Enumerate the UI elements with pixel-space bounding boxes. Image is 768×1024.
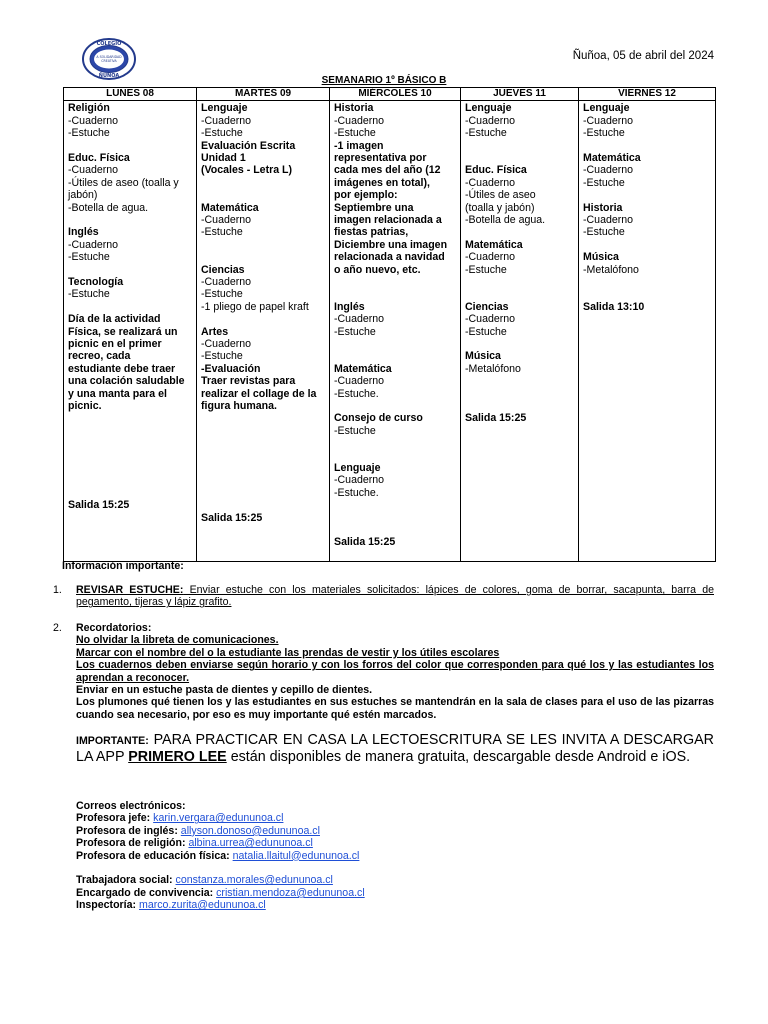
schedule-subject: Artes [201,325,229,338]
day-column [461,101,579,562]
schedule-subject: Traer revistas para [201,375,296,388]
schedule-item: -Metalófono [465,362,521,375]
schedule-subject: realizar el collage de la [201,387,317,400]
schedule-item: -Botella de agua. [465,214,546,227]
schedule-subject: imagen relacionada a [334,214,442,227]
schedule-subject: Música [583,251,619,264]
schedule-subject: Lenguaje [334,462,381,475]
schedule-subject: una colación saludable [68,375,185,388]
schedule-item [334,350,456,362]
schedule-subject: Matemática [583,152,641,165]
info-title: Información importante: [62,560,184,572]
schedule-item [465,338,574,350]
schedule-item: -Cuaderno [465,251,516,264]
contacts-list [76,812,714,862]
schedule-item: -Estuche [465,325,507,338]
schedule-subject: (Vocales - Letra L) [201,164,293,177]
schedule-item: -Cuaderno [201,114,252,127]
schedule-item [465,375,574,387]
day-column [64,101,197,562]
contact-row [76,874,714,886]
schedule-subject: Educ. Física [465,164,527,177]
item-label: REVISAR ESTUCHE: [76,584,184,596]
info-item-1 [53,584,714,609]
schedule-item [68,301,192,313]
schedule-subject: recreo, cada [68,350,131,363]
schedule-item: -1 pliego de papel kraft [201,300,309,313]
svg-text:COLEGIO: COLEGIO [96,41,122,47]
schedule-subject: Lenguaje [465,102,512,115]
school-logo [82,38,136,80]
schedule-item: -Cuaderno [201,214,252,227]
schedule-subject: Diciembre una imagen [334,238,448,251]
contacts-section [76,800,714,912]
schedule-subject: Inglés [68,226,99,239]
schedule-item: -Cuaderno [201,276,252,289]
schedule-subject: relacionada a navidad [334,251,445,264]
schedule-subject: Ciencias [201,263,245,276]
schedule-item [334,338,456,350]
schedule-item: -Cuaderno [583,114,634,127]
schedule-item [334,288,456,300]
schedule-item: -Estuche [201,226,243,239]
contact-row [76,812,714,824]
schedule-item: -Útiles de aseo [465,189,536,202]
notice-label: IMPORTANTE: [76,735,149,747]
schedule-subject: Salida 15:25 [465,412,527,425]
item-number: 1. [53,584,62,596]
schedule-item [201,412,325,424]
item-number: 2. [53,622,62,634]
contact-email-link[interactable]: karin.vergara@edununoa.cl [153,812,284,825]
schedule-item: -Estuche [465,127,507,140]
schedule-item [68,264,192,276]
schedule-item: -Cuaderno [583,164,634,177]
schedule-item [201,251,325,263]
schedule-subject: Tecnología [68,276,124,289]
schedule-item: -Cuaderno [465,114,516,127]
schedule-subject: Educ. Física [68,152,130,165]
reminder-line: Los cuadernos deben enviarse según horario y con los forros del color que corresponden para qué los y las estudiantes los aprendan a reconocer. [76,659,714,684]
schedule-subject: Historia [334,102,374,115]
item-text: Enviar estuche con los materiales solicitados: lápices de colores, goma de borrar, sacapunta, barra de pegamento, tijeras y lápiz grafito. [76,584,714,609]
schedule-subject: -Evaluación [201,362,261,375]
schedule-item: -Estuche. [334,486,379,499]
contact-role: Inspectoría: [76,899,139,912]
schedule-subject: o año nuevo, etc. [334,263,421,276]
schedule-item [201,177,325,189]
schedule-item [201,189,325,201]
schedule-item: -Estuche [583,226,625,239]
schedule-subject: Historia [583,201,623,214]
schedule-subject: figura humana. [201,400,277,413]
schedule-subject: estudiante debe traer [68,362,176,375]
schedule-item: -Cuaderno [334,375,385,388]
schedule-subject: Consejo de curso [334,412,423,425]
schedule-subject: Septiembre una [334,201,414,214]
schedule-item [334,276,456,288]
schedule-item [583,288,711,300]
schedule-item: -Estuche. [334,387,379,400]
schedule-item: -Útiles de aseo (toalla y [68,176,179,189]
contact-row [76,899,714,911]
info-item-2 [53,622,714,721]
schedule-item: -Estuche [201,127,243,140]
schedule-subject: fiestas patrias, [334,226,409,239]
reminder-line: Los plumones qué tienen los y las estudiantes en sus estuches se mantendrán en la sala de clases para el uso de las pizarras cuando sea necesario, por eso es muy importante qué estén marcados. [76,696,714,721]
schedule-item [465,152,574,164]
day-column [579,101,716,562]
schedule-item: -Cuaderno [334,313,385,326]
schedule-item [334,450,456,462]
schedule-subject: Lenguaje [583,102,630,115]
schedule-item: -Estuche [68,288,110,301]
schedule-item [465,400,574,412]
schedule-item: -Cuaderno [201,338,252,351]
contact-row [76,825,714,837]
notice-text-2: están disponibles de manera gratuita, descargable desde Android e iOS. [226,749,691,765]
schedule-item [583,239,711,251]
page-title: SEMANARIO 1º BÁSICO B [321,75,447,86]
schedule-subject: Salida 15:25 [334,536,396,549]
schedule-item [334,524,456,536]
contact-email-link[interactable]: constanza.morales@edununoa.cl [175,874,333,887]
notice-text-1: PARA PRACTICAR EN CASA LA LECTOESCRITURA SE LES INVITA A DESCARGAR LA APP [76,732,714,765]
schedule-item: -Cuaderno [465,176,516,189]
schedule-subject: Inglés [334,300,365,313]
schedule-header-row [64,88,716,101]
contact-row [76,837,714,849]
schedule-item [583,140,711,152]
schedule-item [68,487,192,499]
schedule-item [583,189,711,201]
schedule-subject: representativa por [334,152,427,165]
schedule-item [334,499,456,511]
contact-email-link[interactable]: albina.urrea@edununoa.cl [188,837,313,850]
schedule-item: -Estuche [68,127,110,140]
schedule-subject: Religión [68,102,110,115]
schedule-subject: -1 imagen [334,139,384,152]
schedule-subject: picnic. [68,400,102,413]
schedule-item [201,450,325,462]
schedule-subject: Matemática [465,238,523,251]
schedule-item [583,276,711,288]
app-name: PRIMERO LEE [128,749,227,765]
schedule-item: -Estuche [68,251,110,264]
schedule-item: -Estuche [583,176,625,189]
schedule-subject: Unidad 1 [201,152,246,165]
weekly-schedule-table [63,87,716,562]
schedule-item [68,450,192,462]
contact-role: Trabajadora social: [76,874,176,887]
schedule-item [465,140,574,152]
contact-email-link[interactable]: cristian.mendoza@edununoa.cl [216,886,365,899]
schedule-item: -Cuaderno [583,214,634,227]
schedule-subject: Salida 13:10 [583,300,645,313]
schedule-subject: picnic en el primer [68,338,162,351]
schedule-subject: Salida 15:25 [68,499,130,512]
schedule-item: (toalla y jabón) [465,201,535,214]
schedule-subject: Salida 15:25 [201,511,263,524]
contact-role: Encargado de convivencia: [76,886,217,899]
schedule-subject: Matemática [334,362,392,375]
reminder-line: No olvidar la libreta de comunicaciones. [76,634,279,647]
schedule-item [68,140,192,152]
contact-role: Profesora de educación física: [76,849,233,862]
schedule-item: -Estuche [334,424,376,437]
schedule-item [334,512,456,524]
contact-role: Profesora jefe: [76,812,154,825]
schedule-item [201,425,325,437]
schedule-item [68,425,192,437]
contacts-list [76,874,714,911]
app-notice [76,732,714,765]
schedule-item [201,474,325,486]
schedule-item: -Estuche [334,127,376,140]
schedule-item [201,487,325,499]
contact-email-link[interactable]: natalia.llaitul@edununoa.cl [232,849,360,862]
schedule-item [334,400,456,412]
reminder-line: Enviar en un estuche pasta de dientes y cepillo de dientes. [76,684,373,697]
schedule-subject: Día de la actividad [68,313,161,326]
schedule-subject: Matemática [201,201,259,214]
schedule-item: -Estuche [201,288,243,301]
schedule-item [201,437,325,449]
schedule-subject: por ejemplo: [334,189,398,202]
schedule-item: -Metalófono [583,263,639,276]
schedule-item: -Estuche [465,263,507,276]
schedule-subject: imágenes en total), [334,176,430,189]
day-column [197,101,330,562]
schedule-item: -Cuaderno [68,114,119,127]
contact-row [76,887,714,899]
schedule-row [64,101,716,562]
schedule-item [68,462,192,474]
schedule-item [201,499,325,511]
schedule-item: -Estuche [334,325,376,338]
reminder-line: Marcar con el nombre del o la estudiante las prendas de vestir y los útiles escolares [76,646,500,659]
contact-role: Profesora de inglés: [76,824,181,837]
schedule-item: -Cuaderno [68,238,119,251]
day-header: VIERNES 12 [579,88,716,101]
schedule-subject: Música [465,350,501,363]
schedule-item: -Cuaderno [68,164,119,177]
schedule-item: -Estuche [201,350,243,363]
schedule-item: -Cuaderno [334,474,385,487]
schedule-item: jabón) [68,189,98,202]
schedule-item: -Estuche [583,127,625,140]
contacts-title: Correos electrónicos: [76,800,186,812]
schedule-item [68,214,192,226]
schedule-item: -Botella de agua. [68,201,149,214]
schedule-subject: Evaluación Escrita [201,139,296,152]
schedule-item [68,474,192,486]
schedule-subject: Física, se realizará un [68,325,178,338]
contact-role: Profesora de religión: [76,837,189,850]
schedule-item: -Cuaderno [334,114,385,127]
contact-email-link[interactable]: marco.zurita@edununoa.cl [139,899,266,912]
schedule-item [201,462,325,474]
schedule-item [465,288,574,300]
schedule-subject: Ciencias [465,300,509,313]
schedule-subject: cada mes del año (12 [334,164,441,177]
contact-email-link[interactable]: allyson.donoso@edununoa.cl [180,824,320,837]
document-date: Ñuñoa, 05 de abril del 2024 [572,50,714,62]
schedule-item [465,226,574,238]
schedule-item [465,388,574,400]
schedule-item: -Cuaderno [465,313,516,326]
reminders-list [76,634,714,721]
contact-row [76,850,714,862]
day-header: JUEVES 11 [461,88,579,101]
svg-text:ÑUÑOA: ÑUÑOA [98,73,120,79]
schedule-item [201,239,325,251]
item-label: Recordatorios: [76,622,152,634]
schedule-item [201,313,325,325]
day-column [330,101,461,562]
day-header: LUNES 08 [64,88,197,101]
schedule-subject: Lenguaje [201,102,248,115]
day-header: MARTES 09 [197,88,330,101]
logo-center-text: A SOLIDARIDAD CREATIVA [96,55,122,63]
schedule-subject: y una manta para el [68,387,167,400]
schedule-item [68,437,192,449]
schedule-item [334,437,456,449]
day-header: MIÉRCOLES 10 [330,88,461,101]
schedule-item [68,413,192,425]
schedule-item [465,276,574,288]
